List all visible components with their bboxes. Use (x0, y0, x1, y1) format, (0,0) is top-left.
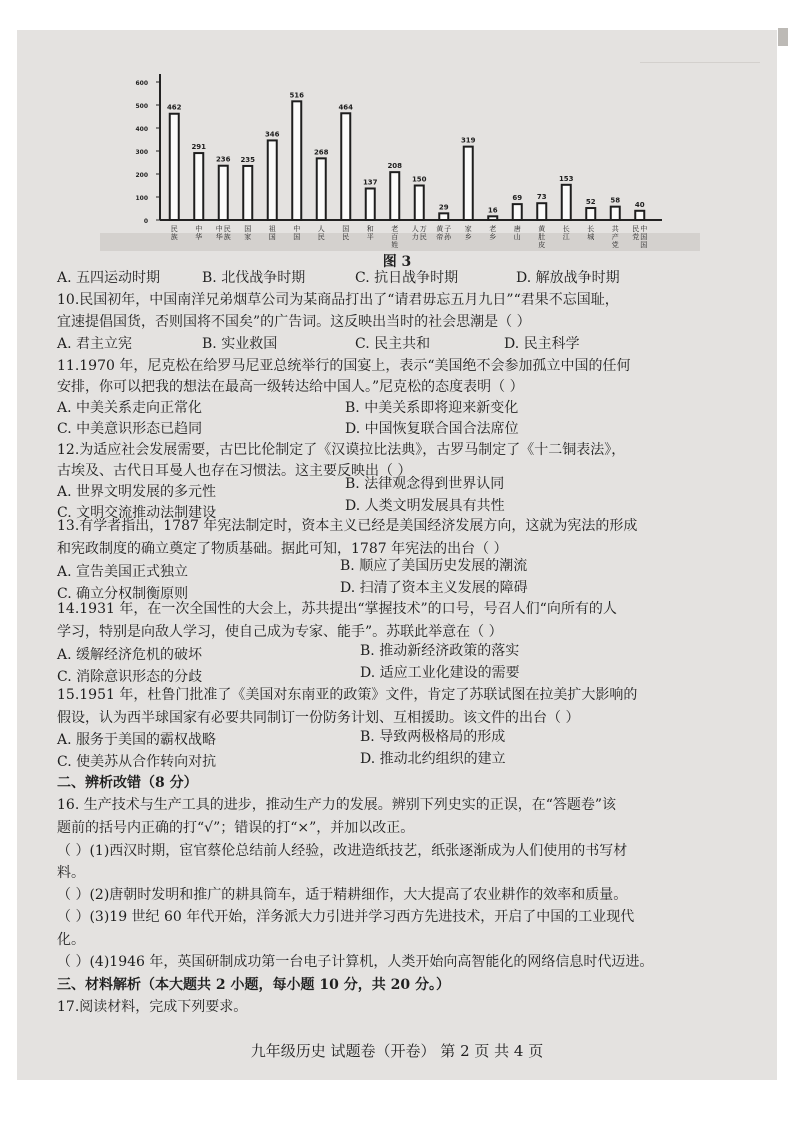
x-tick-label: 黄 (436, 225, 444, 233)
bar (243, 166, 252, 220)
y-tick-label: 500 (135, 103, 148, 110)
bar (635, 211, 644, 220)
figure-caption: 图 3 (382, 254, 412, 270)
q10-stem-line-1: 10.民国初年，中国南洋兄弟烟草公司为某商品打出了“请君毋忘五月九日”“君果不忘国耻， (57, 292, 619, 308)
x-tick-label: 帝 (436, 233, 444, 241)
q11-option-c: C. 中美意识形态已趋同 (57, 421, 203, 437)
q13-stem-line-1: 13.有学者指出，1787 年宪法制定时，资本主义已经是美国经济发展方向，这就为宪法的形成 (57, 518, 638, 534)
bar (341, 113, 350, 220)
q16-intro-line-1: 16. 生产技术与生产工具的进步，推动生产力的发展。辨别下列史实的正误，在“答题卷”该 (57, 797, 617, 813)
x-tick-label: 民 (223, 225, 231, 233)
q13-option-d: D. 扫清了资本主义发展的障碍 (340, 580, 528, 596)
q15-option-c: C. 使美苏从合作转向对抗 (57, 754, 217, 770)
y-tick-label: 100 (135, 195, 148, 202)
bar (219, 166, 228, 220)
bar (586, 208, 595, 220)
bar (415, 186, 424, 221)
x-tick-label: 城 (587, 233, 595, 241)
bar (562, 185, 571, 220)
x-tick-label: 孙 (444, 233, 452, 241)
bar (611, 207, 620, 220)
x-tick-label: 人 (411, 225, 419, 233)
bar (513, 204, 522, 220)
y-tick-label: 200 (135, 172, 148, 179)
x-tick-label: 家 (464, 225, 472, 233)
bar-value-label: 235 (240, 155, 256, 164)
q10-option-c: C. 民主共和 (355, 336, 431, 352)
x-tick-label: 党 (632, 233, 640, 241)
x-tick-label: 皮 (538, 241, 546, 249)
x-tick-label: 中 (195, 225, 203, 233)
q11-stem-line-1: 11.1970 年，尼克松在给罗马尼亚总统举行的国宴上，表示“美国绝不会参加孤立中国的任何 (57, 358, 631, 374)
bar-value-label: 58 (610, 196, 621, 205)
q9-option-b: B. 北伐战争时期 (202, 270, 306, 286)
q10-stem-line-2: 宜速提倡国货，否则国将不国矣”的广告词。这反映出当时的社会思潮是（ ） (57, 314, 531, 330)
bar-value-label: 40 (634, 200, 645, 209)
q16-item-4: （ ）(4)1946 年，英国研制成功第一台电子计算机，人类开始向高智能化的网络信息时代迈进。 (57, 954, 654, 970)
q13-option-c: C. 确立分权制衡原则 (57, 586, 189, 602)
bar (170, 114, 179, 220)
bar (390, 172, 399, 220)
q12-stem-line-2: 古埃及、古代日耳曼人也存在习惯法。这主要反映出（ ） (57, 463, 412, 479)
x-tick-label: 国 (244, 225, 252, 233)
x-tick-label: 唐 (513, 225, 521, 233)
q14-option-d: D. 适应工业化建设的需要 (360, 665, 520, 681)
q16-item-1: （ ）(1)西汉时期，宦官蔡伦总结前人经验，改进造纸技艺，纸张逐渐成为人们使用的书写材 (57, 843, 628, 859)
bar-value-label: 29 (438, 203, 449, 212)
x-tick-label: 肚 (538, 233, 546, 241)
x-tick-label: 国 (640, 233, 648, 241)
x-tick-label: 民 (419, 233, 427, 241)
q13-option-a: A. 宣告美国正式独立 (57, 564, 189, 580)
q16-item-2: （ ）(2)唐朝时发明和推广的耕具筒车，适于精耕细作，大大提高了农业耕作的效率和质量。 (57, 887, 628, 903)
bar (439, 213, 448, 220)
q15-stem-line-1: 15.1951 年，杜鲁门批准了《美国对东南亚的政策》文件，肯定了苏联试图在拉美扩大影响的 (57, 687, 638, 703)
y-tick-label: 300 (135, 149, 148, 156)
q15-option-a: A. 服务于美国的霸权战略 (57, 732, 217, 748)
x-tick-label: 华 (215, 233, 223, 241)
x-tick-label: 祖 (268, 225, 276, 233)
q10-option-b: B. 实业救国 (202, 336, 278, 352)
q9-option-c: C. 抗日战争时期 (355, 270, 459, 286)
q11-option-a: A. 中美关系走向正常化 (57, 400, 203, 416)
bar-value-label: 16 (487, 206, 498, 215)
bar (366, 188, 375, 220)
q16-intro-line-2: 题前的括号内正确的打“√”；错误的打“×”，并加以改正。 (57, 820, 415, 836)
q9-option-d: D. 解放战争时期 (516, 270, 620, 286)
page-footer: 九年级历史 试题卷（开卷） 第 2 页 共 4 页 (250, 1042, 544, 1060)
x-tick-label: 老 (489, 225, 497, 233)
bar-value-label: 73 (536, 193, 547, 202)
bar-value-label: 150 (411, 175, 427, 184)
q13-stem-line-2: 和宪政制度的确立奠定了物质基础。据此可知，1787 年宪法的出台（ ） (57, 541, 508, 557)
x-tick-label: 平 (366, 233, 374, 241)
q17-prompt: 17.阅读材料，完成下列要求。 (57, 999, 248, 1015)
q12-option-c: C. 文明交流推动法制建设 (57, 505, 217, 521)
page-edge-mark (778, 28, 788, 46)
x-tick-label: 和 (366, 225, 374, 233)
x-tick-label: 国 (268, 233, 276, 241)
bar-value-label: 462 (166, 103, 182, 112)
x-tick-label: 民 (632, 225, 640, 233)
y-tick-label: 400 (135, 126, 148, 133)
x-tick-label: 华 (195, 233, 203, 241)
q15-stem-line-2: 假设，认为西半球国家有必要共同制订一份防务计划、互相援助。该文件的出台（ ） (57, 710, 580, 726)
bar-value-label: 137 (362, 178, 378, 187)
bar-value-label: 52 (585, 198, 596, 207)
x-tick-label: 国 (342, 225, 350, 233)
x-tick-label: 长 (587, 225, 595, 233)
bar-value-label: 319 (460, 136, 476, 145)
x-tick-label: 山 (513, 233, 521, 241)
q11-stem-line-2: 安排，你可以把我的想法在最高一级转达给中国人。”尼克松的态度表明（ ） (57, 379, 524, 395)
bar (488, 216, 497, 220)
q12-option-a: A. 世界文明发展的多元性 (57, 484, 217, 500)
x-tick-label: 人 (317, 225, 325, 233)
bar (292, 101, 301, 220)
q12-stem-line-1: 12.为适应社会发展需要，古巴比伦制定了《汉谟拉比法典》，古罗马制定了《十二铜表法》， (57, 442, 626, 458)
q12-option-d: D. 人类文明发展具有共性 (345, 498, 505, 514)
y-tick-label: 0 (143, 218, 148, 225)
x-tick-label: 产 (611, 233, 619, 241)
x-tick-label: 姓 (391, 241, 399, 249)
x-tick-label: 共 (611, 225, 619, 233)
x-tick-label: 党 (611, 241, 619, 249)
q16-item-1-cont: 料。 (57, 865, 85, 881)
x-tick-label: 力 (411, 233, 419, 241)
bar-value-label: 153 (558, 174, 574, 183)
x-tick-label: 百 (391, 233, 399, 241)
x-tick-label: 黄 (538, 225, 546, 233)
x-tick-label: 中 (215, 225, 223, 233)
q14-option-a: A. 缓解经济危机的破坏 (57, 647, 203, 663)
section2-heading: 二、辨析改错（8 分） (57, 775, 198, 791)
x-tick-label: 子 (444, 225, 452, 233)
bar (464, 147, 473, 220)
x-tick-label: 乡 (489, 233, 497, 241)
x-tick-label: 族 (223, 233, 231, 241)
q15-option-d: D. 推动北约组织的建立 (360, 751, 506, 767)
bar-value-label: 268 (313, 148, 329, 157)
bar (194, 153, 203, 220)
x-tick-label: 家 (244, 233, 252, 241)
q14-stem-line-2: 学习，特别是向敌人学习，使自己成为专家、能手”。苏联此举意在（ ） (57, 624, 503, 640)
q14-option-c: C. 消除意识形态的分歧 (57, 669, 203, 685)
q13-option-b: B. 顺应了美国历史发展的潮流 (340, 558, 528, 574)
x-tick-label: 中 (293, 225, 301, 233)
x-tick-label: 国 (293, 233, 301, 241)
bar (537, 203, 546, 220)
q11-option-b: B. 中美关系即将迎来新变化 (345, 400, 519, 416)
x-tick-label: 族 (170, 233, 178, 241)
x-tick-label: 中 (640, 225, 648, 233)
q14-stem-line-1: 14.1931 年，在一次全国性的大会上，苏共提出“掌握技术”的口号，号召人们“向所有的人 (57, 601, 617, 617)
bar-value-label: 464 (338, 103, 354, 112)
q10-option-d: D. 民主科学 (504, 336, 580, 352)
x-tick-label: 民 (170, 225, 178, 233)
x-tick-label: 国 (640, 241, 648, 249)
bar-value-label: 69 (512, 194, 523, 203)
q9-option-a: A. 五四运动时期 (57, 270, 161, 286)
bar-value-label: 346 (264, 130, 280, 139)
x-tick-label: 乡 (464, 233, 472, 241)
x-tick-label: 万 (419, 225, 427, 233)
chart-bars (167, 91, 647, 249)
bar-value-label: 236 (215, 155, 231, 164)
x-tick-label: 民 (317, 233, 325, 241)
x-tick-label: 民 (342, 233, 350, 241)
q15-option-b: B. 导致两极格局的形成 (360, 729, 506, 745)
section3-heading: 三、材料解析（本大题共 2 小题，每小题 10 分，共 20 分。） (57, 977, 450, 993)
q14-option-b: B. 推动新经济政策的落实 (360, 643, 520, 659)
q12-option-b: B. 法律观念得到世界认同 (345, 476, 505, 492)
q11-option-d: D. 中国恢复联合国合法席位 (345, 421, 519, 437)
y-tick-label: 600 (135, 80, 148, 87)
bar-value-label: 208 (387, 162, 403, 171)
q16-item-3-cont: 化。 (57, 932, 85, 948)
q16-item-3: （ ）(3)19 世纪 60 年代开始，洋务派大力引进并学习西方先进技术，开启了中国的工业现代 (57, 909, 635, 925)
bar-value-label: 516 (289, 91, 305, 100)
x-tick-label: 老 (391, 225, 399, 233)
bar-value-label: 291 (191, 143, 207, 152)
x-tick-label: 长 (562, 225, 570, 233)
q10-option-a: A. 君主立宪 (57, 336, 133, 352)
bar (268, 140, 277, 220)
bar-chart (110, 58, 670, 254)
x-tick-label: 江 (562, 233, 570, 241)
bar (317, 158, 326, 220)
